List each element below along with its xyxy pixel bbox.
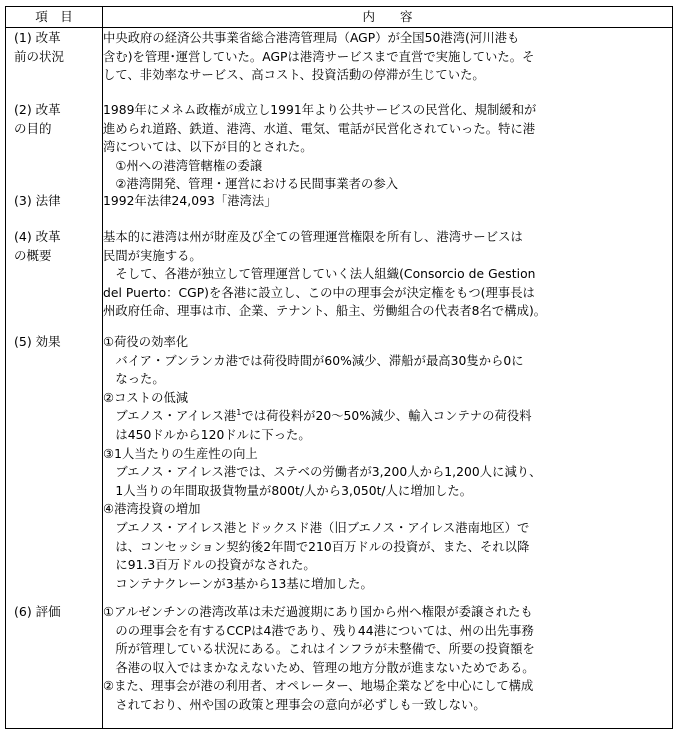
effects-line: なった。 bbox=[103, 372, 165, 387]
effects-line: 1人当りの年間取扱貨物量が800t/人から3,050t/人に増加した。 bbox=[103, 483, 473, 498]
effects-line: は、コンセッション契約後2年間で210百万ドルの投資が、また、それ以降 bbox=[103, 539, 530, 554]
row-content-evaluation: ①アルゼンチンの港湾改革は未だ過渡期にあり国から州へ権限が委譲されたも のの理事会を有するCCPは4港であり、残り44港については、州の出先事務 所が管理している状況にある。これはインフラが未整備で、所要の投資額を 各港の収入ではまかなえないため、管理の地方分散が進まないためである。 ②また、理事会が港の利用者、オペレーター、地場企業などを中心にして構成 されており、州や国の政策と理事会の意向が必ずしも一致しない。 bbox=[103, 605, 535, 712]
effects-line: ブエノス・アイレス港 bbox=[103, 409, 237, 424]
footnote-marker: 1 bbox=[236, 408, 242, 418]
row-label-law: (3) 法律 bbox=[14, 193, 61, 208]
effects-line: に91.3百万ドルの投資がなされた。 bbox=[103, 558, 316, 573]
row-label-effects: (5) 効果 bbox=[14, 334, 61, 349]
row-content-before-reform: 中央政府の経済公共事業省総合港湾管理局（AGP）が全国50港湾(河川港も 含む)を管理･運営していた。AGPは港湾サービスまで直営で実施していた。そ して、非効率なサービス、高コスト、投資活動の停滞が生じていた。 bbox=[103, 31, 535, 83]
effects-line: バイア・ブンランカ港では荷役時間が60%減少、滞船が最高30隻から0に bbox=[103, 353, 524, 368]
effects-line: では荷役料が20～50%減少、輸入コンテナの荷役料 bbox=[241, 409, 532, 424]
row-label-before-reform: (1) 改革 前の状況 bbox=[14, 30, 65, 64]
effects-line: ブエノス・アイレス港とドックスド港（旧ブエノス・アイレス港南地区）で bbox=[103, 520, 530, 535]
effects-line: ブエノス・アイレス港では、ステベの労働者が3,200人から1,200人に減り、 bbox=[103, 465, 542, 480]
content-table bbox=[5, 6, 673, 729]
header-item: 項 目 bbox=[35, 9, 73, 24]
effects-line: ③1人当たりの生産性の向上 bbox=[103, 446, 258, 461]
row-label-purpose: (2) 改革 の目的 bbox=[14, 102, 61, 136]
effects-line: ①荷役の効率化 bbox=[103, 335, 189, 349]
header-divider bbox=[6, 27, 672, 28]
row-label-overview: (4) 改革 の概要 bbox=[14, 229, 61, 263]
row-content-overview: 基本的に港湾は州が財産及び全ての管理運営権限を所有し、港湾サービスは 民間が実施する。 そして、各港が独立して管理運営していく法人組織(Consorcio de Gestion del Puerto：CGP)を各港に設立し、この中の理事会が決定権をもつ(理事長は 州政府任命、理事は市、企業、テナント、船主、労働組合の代表者8名で構成)。 bbox=[103, 230, 547, 319]
header-content: 内 容 bbox=[362, 9, 413, 24]
row-content-purpose: 1989年にメネム政権が成立し1991年より公共サービスの民営化、規制緩和が 進められ道路、鉄道、港湾、水道、電気、電話が民営化されていった。特に港 湾については、以下が目的とされた。 ①州への港湾管轄権の委譲 ②港湾開発、管理・運営における民間事業者の参入 bbox=[103, 103, 537, 192]
row-label-evaluation: (6) 評価 bbox=[14, 604, 61, 619]
row-content-law: 1992年法律24,093「港湾法」 bbox=[103, 194, 277, 208]
effects-line: ④港湾投資の増加 bbox=[103, 502, 201, 517]
effects-line: は450ドルから120ドルに下った。 bbox=[103, 427, 311, 442]
effects-line: コンテナクレーンが3基から13基に増加した。 bbox=[103, 576, 373, 591]
row-content-effects bbox=[103, 333, 542, 593]
effects-line: ②コストの低減 bbox=[103, 390, 189, 405]
